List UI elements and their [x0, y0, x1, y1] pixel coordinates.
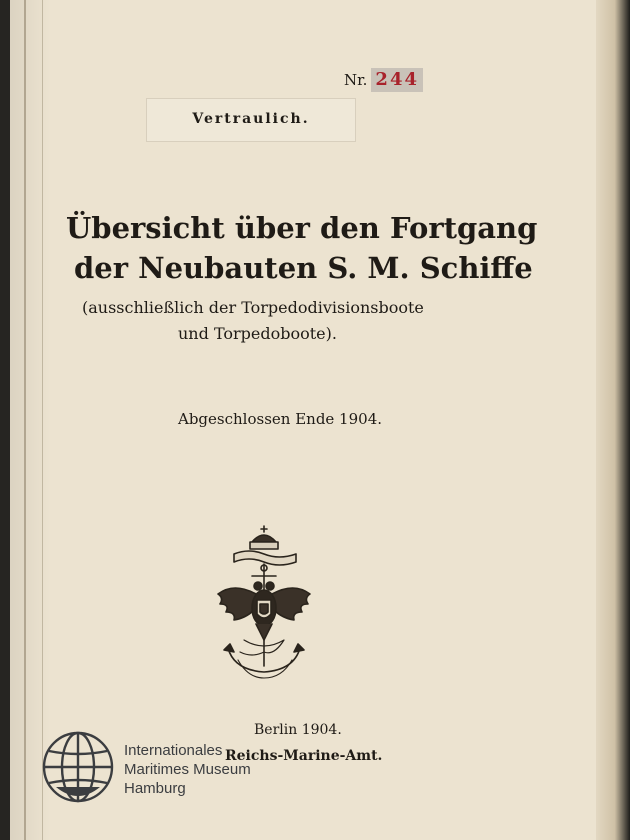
museum-name-line-1: Internationales — [124, 742, 223, 759]
binding-line-inner — [42, 0, 43, 840]
binding-line — [24, 0, 26, 840]
document-number — [344, 68, 423, 92]
classification-label — [146, 98, 356, 142]
globe-ship-logo-icon — [38, 727, 118, 807]
closing-note: Abgeschlossen Ende 1904. — [178, 410, 383, 428]
document-number-value: 244 — [371, 68, 423, 92]
document-number-label: Nr. — [344, 71, 368, 89]
publisher: Reichs-Marine-Amt. — [225, 748, 383, 764]
title-line-1: Übersicht über den Fortgang — [66, 211, 538, 245]
page-edge-shadow — [596, 0, 630, 840]
subtitle-line-2: und Torpedoboote). — [178, 324, 337, 343]
title-line-2: der Neubauten S. M. Schiffe — [74, 251, 533, 285]
museum-name-line-3: Hamburg — [124, 780, 186, 797]
place-and-year: Berlin 1904. — [254, 722, 342, 738]
museum-watermark — [124, 741, 251, 798]
classification-text: Vertraulich. — [192, 111, 310, 127]
subtitle-line-1: (ausschließlich der Torpedodivisionsboote — [82, 298, 424, 317]
imperial-eagle-anchor-crest-icon — [204, 524, 324, 686]
museum-name-line-2: Maritimes Museum — [124, 761, 251, 778]
